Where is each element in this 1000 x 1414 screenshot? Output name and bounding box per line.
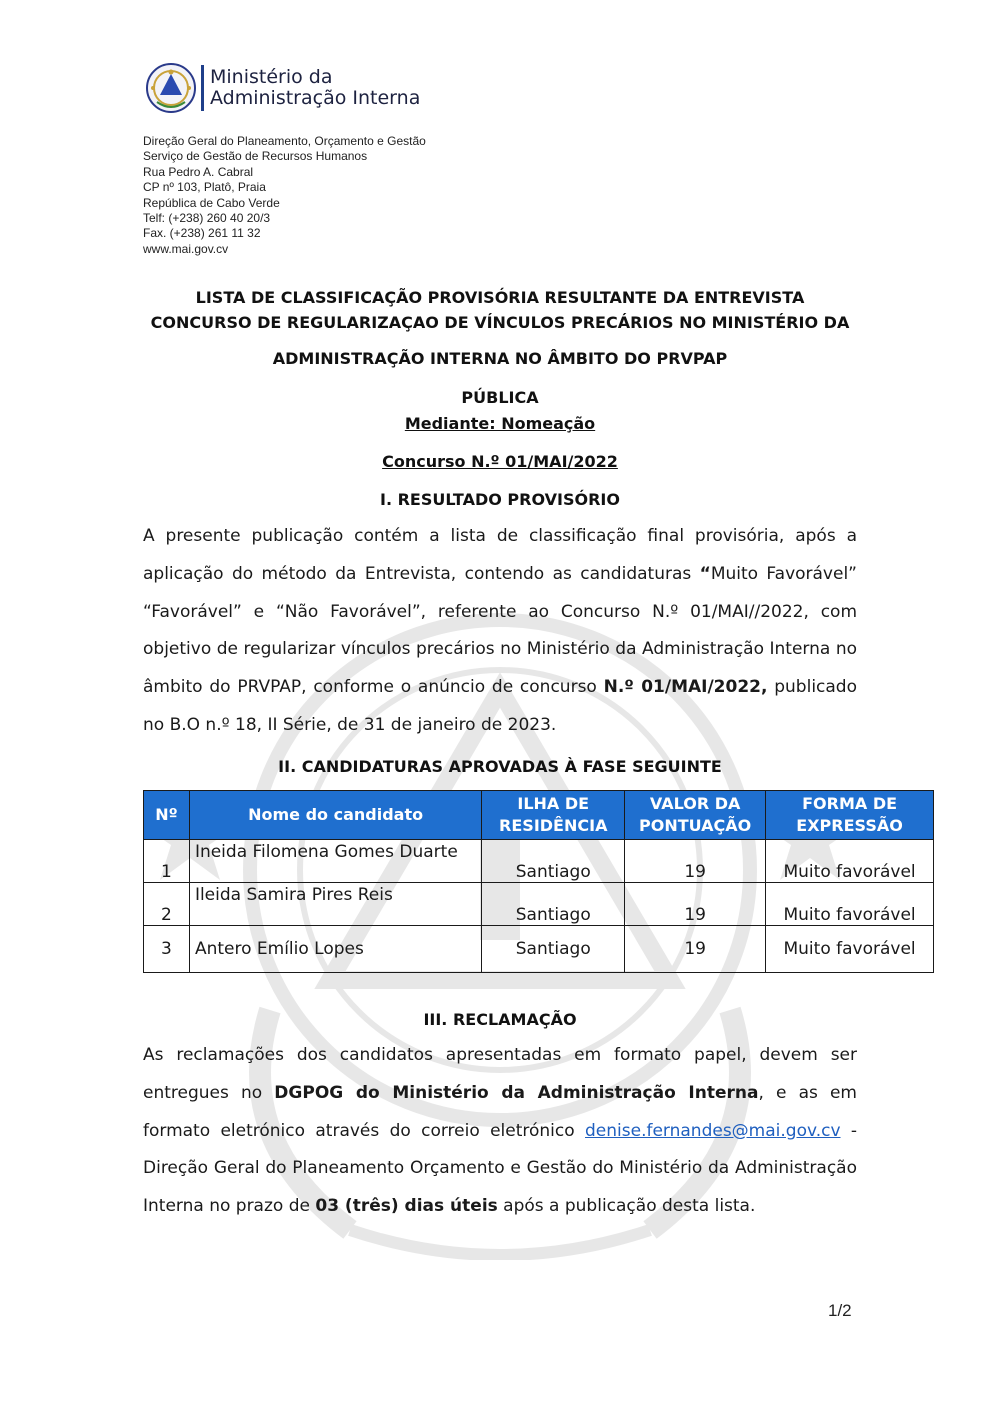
s1-concurso-ref: N.º 01/MAI/2022, (603, 677, 768, 698)
cell-island: Santiago (482, 883, 625, 926)
section-3-paragraph (143, 1037, 857, 1226)
seal-icon (145, 62, 197, 114)
ministry-logo (145, 62, 420, 114)
title-mediante: Mediante: Nomeação (404, 414, 596, 433)
s3-text-4: após a publicação desta lista. (497, 1196, 756, 1217)
col-header-number: Nº (144, 791, 190, 840)
address-line: República de Cabo Verde (143, 195, 280, 210)
section-1-heading: I. RESULTADO PROVISÓRIO (380, 490, 620, 509)
table-row (144, 883, 934, 926)
s1-text-1: A presente publicação contém a lista de classificação final provisória, após a aplicação do método da Entrevista, contendo as candidaturas (143, 526, 857, 584)
cell-score: 19 (625, 883, 766, 926)
candidates-table (143, 790, 934, 973)
col-header-island: ILHA DE RESIDÊNCIA (482, 791, 625, 840)
s3-text-2: , e as em formato eletrónico através do correio eletrónico (143, 1082, 857, 1141)
logo-divider (201, 65, 204, 111)
table-row (144, 840, 934, 883)
address-line: Telf: (+238) 260 40 20/3 (143, 211, 271, 226)
ministry-name (210, 67, 420, 109)
section-3-heading: III. RECLAMAÇÃO (423, 1010, 577, 1029)
s3-deadline: 03 (três) dias úteis (315, 1196, 498, 1217)
cell-score: 19 (625, 926, 766, 973)
s3-text-3: - Direção Geral do Planeamento Orçamento e Gestão do Ministério da Administração Interna no prazo de (143, 1120, 858, 1217)
cell-island: Santiago (482, 840, 625, 883)
title-line-1: LISTA DE CLASSIFICAÇÃO PROVISÓRIA RESULTANTE DA ENTREVISTA (195, 288, 805, 307)
s3-text-1: As reclamações dos candidatos apresentadas em formato papel, devem ser entregues no (143, 1045, 857, 1103)
col-header-score: VALOR DA PONTUAÇÃO (625, 791, 766, 840)
title-line-2: CONCURSO DE REGULARIZAÇAO DE VÍNCULOS PRECÁRIOS NO MINISTÉRIO DA (150, 313, 850, 332)
cell-number: 1 (144, 840, 190, 883)
title-publica: PÚBLICA (461, 388, 539, 407)
logo-line-1: Ministério da (210, 66, 333, 88)
address-line: Serviço de Gestão de Recursos Humanos (143, 149, 368, 164)
address-block (143, 134, 426, 257)
cell-number: 3 (144, 926, 190, 973)
section-1-paragraph (143, 518, 857, 745)
col-header-name: Nome do candidato (189, 791, 481, 840)
table-header-row (144, 791, 934, 840)
s1-quote-open: “ (699, 563, 711, 584)
cell-expression: Muito favorável (766, 840, 934, 883)
table-row (144, 926, 934, 973)
title-concurso: Concurso N.º 01/MAI/2022 (382, 452, 618, 471)
page-number: 1/2 (828, 1301, 852, 1320)
cell-number: 2 (144, 883, 190, 926)
logo-line-2: Administração Interna (210, 87, 421, 109)
section-2-heading: II. CANDIDATURAS APROVADAS À FASE SEGUINTE (278, 757, 722, 776)
address-line: Fax. (+238) 261 11 32 (143, 226, 261, 241)
email-link[interactable]: denise.fernandes@mai.gov.cv (585, 1120, 841, 1141)
s1-text-2: Muito Favorável” “Favorável” e “Não Favorável”, referente ao Concurso N.º 01/MAI//2022, com objetivo de regularizar vínculos precários no Ministério da Administração Interna no âmbito do PRVPAP, conforme o anúncio de concurso (143, 563, 857, 698)
address-line: Rua Pedro A. Cabral (143, 164, 254, 179)
title-line-3: ADMINISTRAÇÃO INTERNA NO ÂMBITO DO PRVPAP (272, 349, 728, 368)
cell-score: 19 (625, 840, 766, 883)
address-line: CP nº 103, Platô, Praia (143, 180, 266, 195)
cell-name: Ileida Samira Pires Reis (189, 883, 481, 926)
col-header-expression: FORMA DE EXPRESSÃO (766, 791, 934, 840)
cell-name: Ineida Filomena Gomes Duarte (189, 840, 481, 883)
address-line: Direção Geral do Planeamento, Orçamento e Gestão (143, 134, 426, 148)
address-website[interactable]: www.mai.gov.cv (143, 241, 229, 256)
cell-island: Santiago (482, 926, 625, 973)
cell-expression: Muito favorável (766, 883, 934, 926)
cell-name: Antero Emílio Lopes (189, 926, 481, 973)
s1-text-3: publicado no B.O n.º 18, II Série, de 31 de janeiro de 2023. (143, 677, 857, 735)
cell-expression: Muito favorável (766, 926, 934, 973)
s3-dgpog: DGPOG do Ministério da Administração Interna (274, 1082, 759, 1103)
